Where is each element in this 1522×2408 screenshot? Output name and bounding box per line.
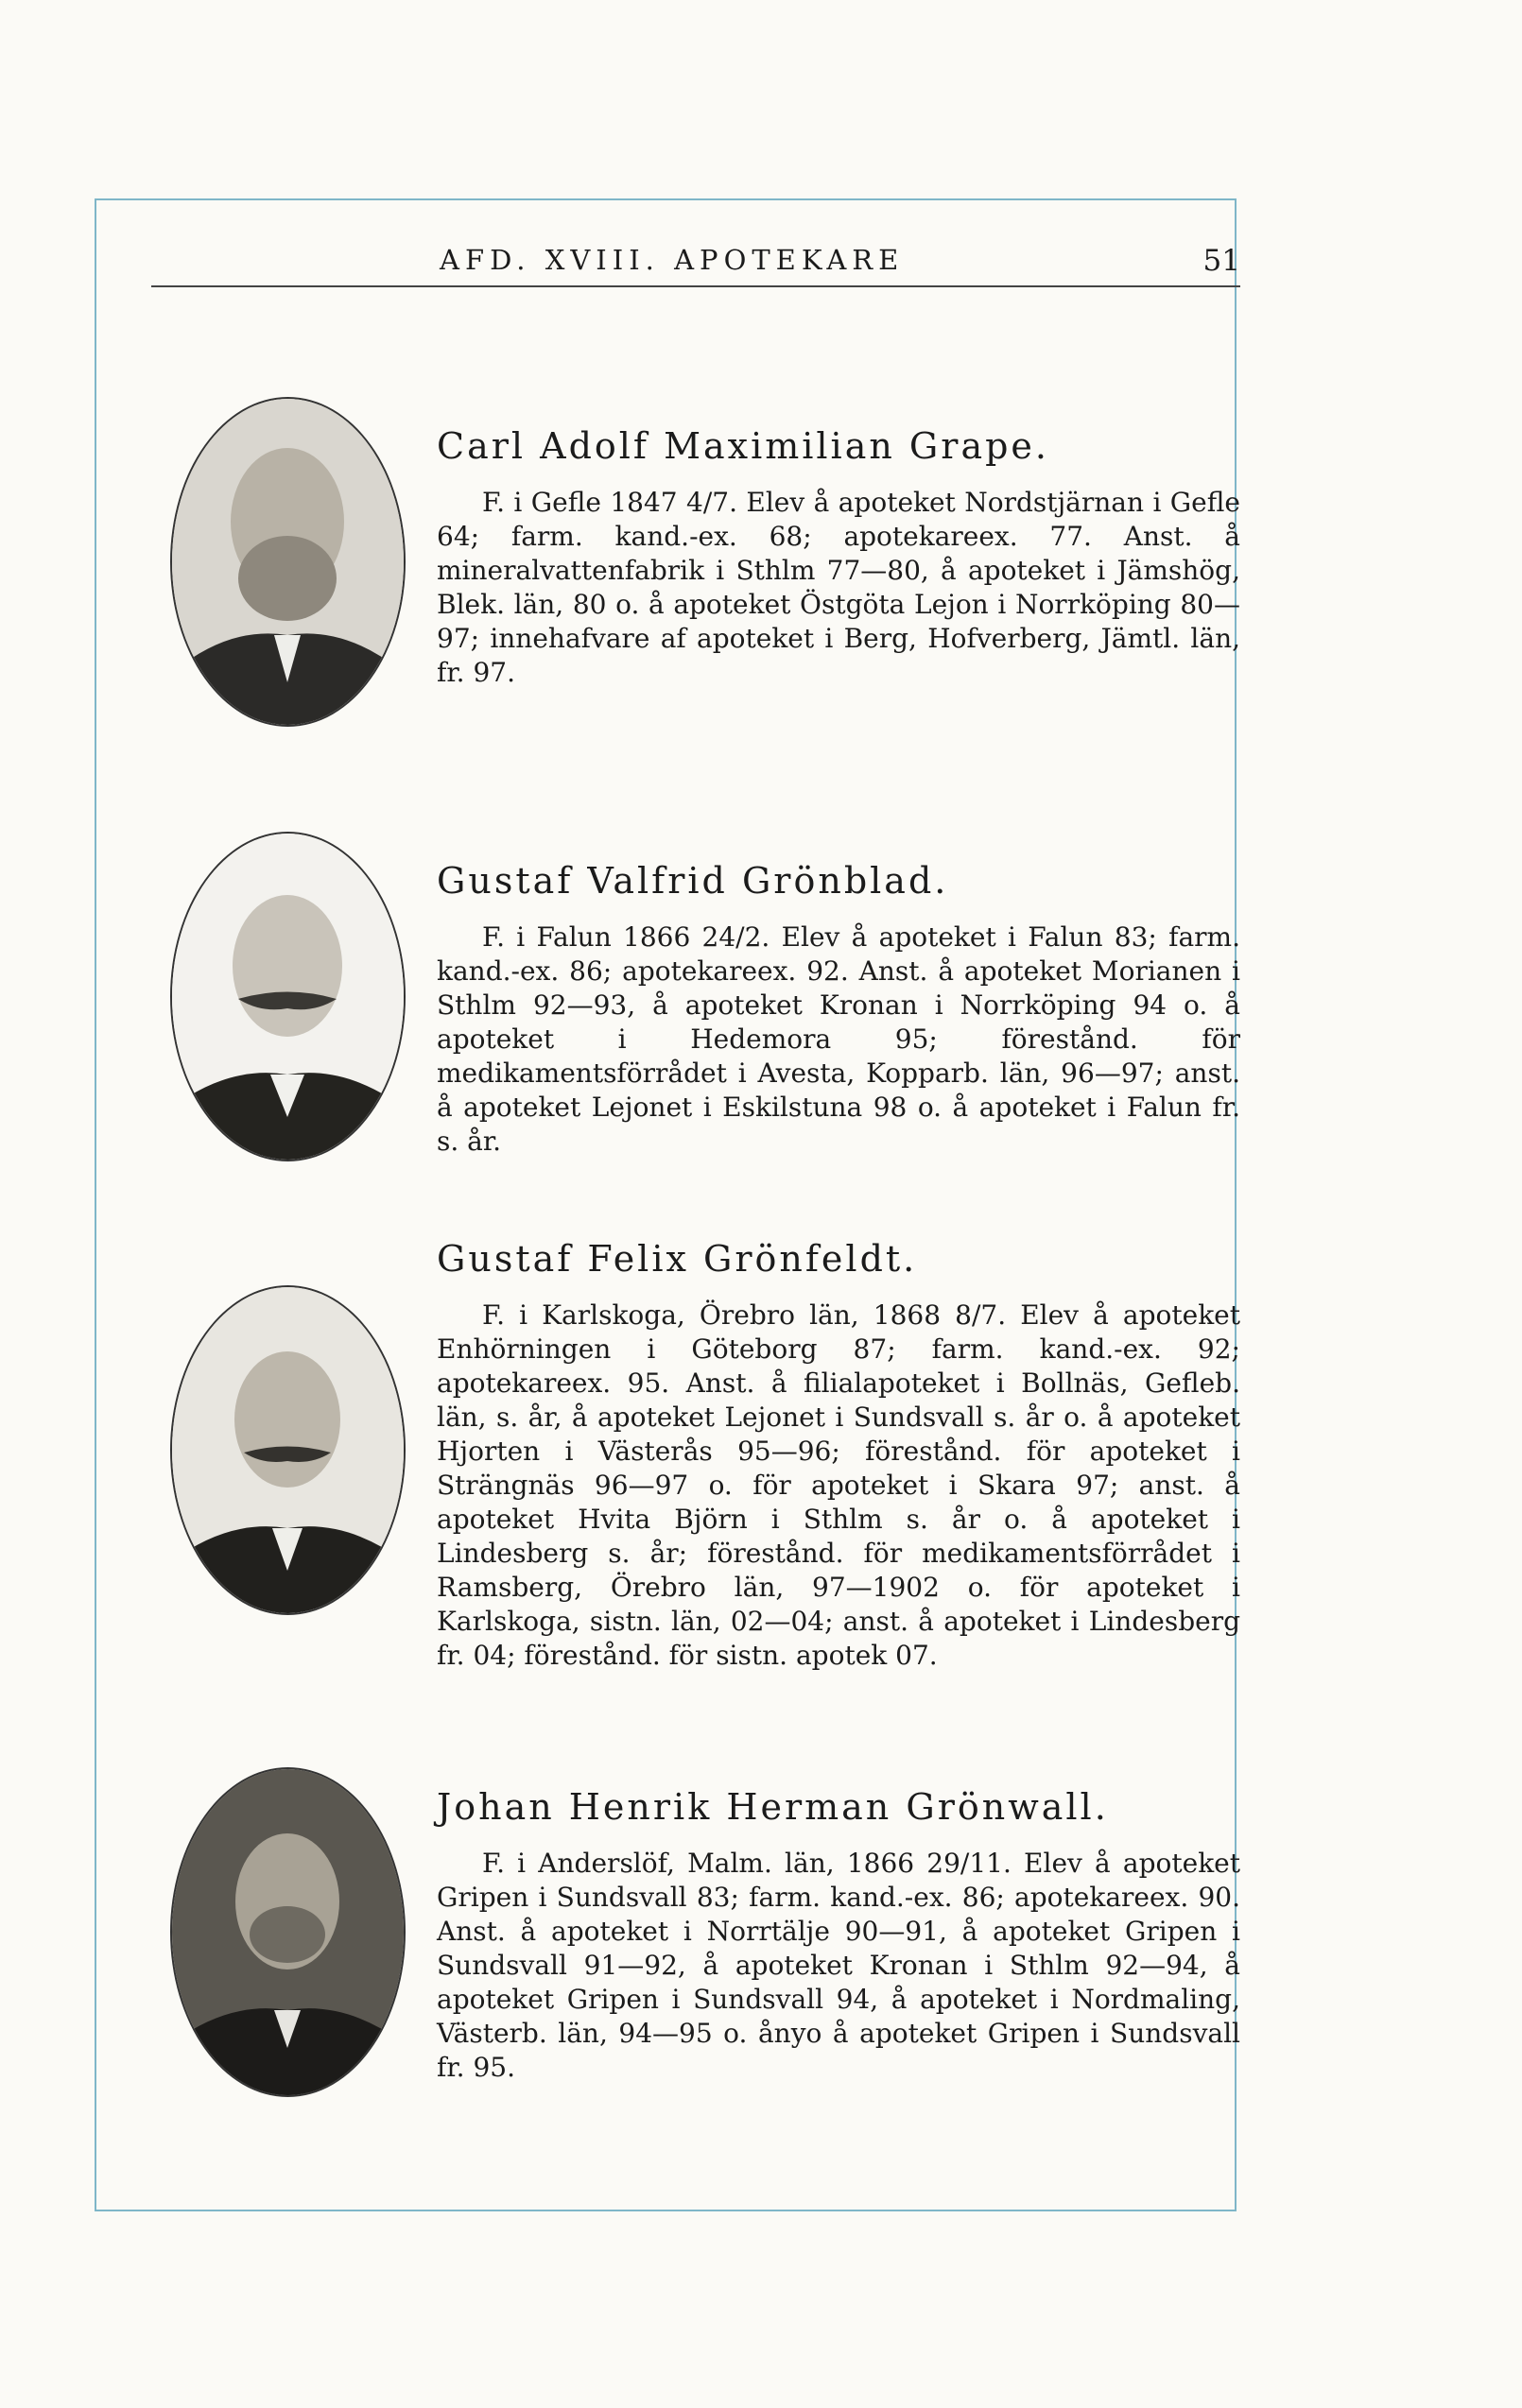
entry-text	[437, 425, 1240, 690]
biography-text: F. i Gefle 1847 4/7. Elev å apoteket Nordstjärnan i Gefle 64; farm. kand.-ex. 68; apotekareex. 77. Anst. å mineralvattenfabrik i Sthlm 77—80, å apoteket i Jämshög, Blek. län, 80 o. å apoteket Östgöta Lejon i Norrköping 80—97; innehafvare af apoteket i Berg, Hofverberg, Jämtl. län, fr. 97.	[437, 486, 1240, 688]
person-name: Gustaf Valfrid Grönblad.	[437, 860, 949, 902]
portrait-photo	[170, 1285, 406, 1615]
biography-text: F. i Anderslöf, Malm. län, 1866 29/11. Elev å apoteket Gripen i Sundsvall 83; farm. kand.-ex. 86; apotekareex. 90. Anst. å apoteket i Norrtälje 90—91, å apoteket Gripen i Sundsvall 91—92, å apoteket Kronan i Sthlm 92—94, å apoteket Gripen i Sundsvall 94, å apoteket i Nordmaling, Västerb. län, 94—95 o. ånyo å apoteket Gripen i Sundsvall fr. 95.	[437, 1847, 1240, 2083]
portrait-photo	[170, 832, 406, 1161]
portrait-photo	[170, 1767, 406, 2097]
portrait-photo	[170, 397, 406, 727]
person-name: Carl Adolf Maximilian Grape.	[437, 425, 1049, 467]
header-rule	[151, 285, 1240, 287]
biography-text: F. i Karlskoga, Örebro län, 1868 8/7. Elev å apoteket Enhörningen i Göteborg 87; farm. kand.-ex. 92; apotekareex. 95. Anst. å filialapoteket i Bollnäs, Gefleb. län, s. år, å apoteket Lejonet i Sundsvall s. år o. å apoteket Hjorten i Västerås 95—96; förestånd. för apoteket i Strängnäs 96—97 o. för apoteket i Skara 97; anst. å apoteket Hvita Björn i Sthlm s. år o. å apoteket i Lindesberg s. år; förestånd. för medikamentsförrådet i Ramsberg, Örebro län, 97—1902 o. för apoteket i Karlskoga, sistn. län, 02—04; anst. å apoteket i Lindesberg fr. 04; förestånd. för sistn. apotek 07.	[437, 1299, 1240, 1671]
page-number: 51	[1202, 244, 1240, 278]
person-name: Johan Henrik Herman Grönwall.	[437, 1786, 1109, 1828]
section-title: AFD. XVIII. APOTEKARE	[440, 244, 905, 276]
running-head	[151, 244, 1240, 291]
biography-text: F. i Falun 1866 24/2. Elev å apoteket i Falun 83; farm. kand.-ex. 86; apotekareex. 92. Anst. å apoteket Morianen i Sthlm 92—93, å apoteket Kronan i Norrköping 94 o. å apoteket i Hedemora 95; förestånd. för medikamentsförrådet i Avesta, Kopparb. län, 96—97; anst. å apoteket Lejonet i Eskilstuna 98 o. å apoteket i Falun fr. s. år.	[437, 920, 1240, 1157]
person-name: Gustaf Felix Grönfeldt.	[437, 1238, 918, 1280]
entry-text	[437, 860, 1240, 1159]
entry-text	[437, 1786, 1240, 2085]
entry-text	[437, 1238, 1240, 1673]
